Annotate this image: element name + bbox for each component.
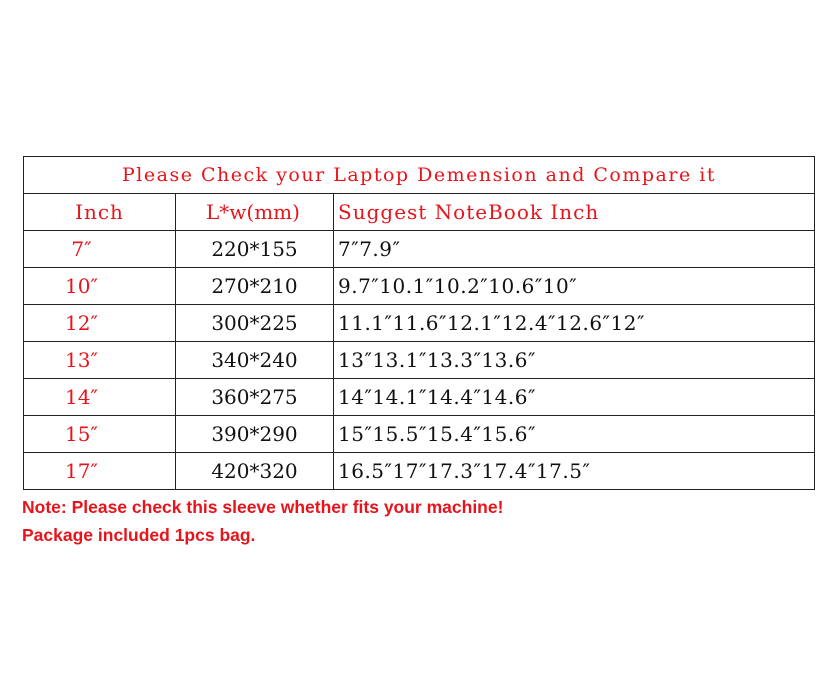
inch-cell: 7″ <box>24 231 176 268</box>
inch-cell: 14″ <box>24 379 176 416</box>
inch-cell: 17″ <box>24 453 176 490</box>
header-suggest: Suggest NoteBook Inch <box>334 194 815 231</box>
fit-note: Note: Please check this sleeve whether fits your machine! <box>22 497 504 517</box>
inch-cell: 13″ <box>24 342 176 379</box>
package-note: Package included 1pcs bag. <box>22 525 256 545</box>
table-title: Please Check your Laptop Demension and Compare it <box>24 157 815 194</box>
suggest-cell: 16.5″17″17.3″17.4″17.5″ <box>334 453 815 490</box>
suggest-cell: 15″15.5″15.4″15.6″ <box>334 416 815 453</box>
dimension-cell: 420*320 <box>176 453 334 490</box>
inch-cell: 12″ <box>24 305 176 342</box>
suggest-cell: 14″14.1″14.4″14.6″ <box>334 379 815 416</box>
dimension-cell: 300*225 <box>176 305 334 342</box>
header-inch: Inch <box>24 194 176 231</box>
table-row <box>24 453 815 490</box>
table-row <box>24 305 815 342</box>
notes-block <box>22 493 503 549</box>
header-row <box>24 194 815 231</box>
inch-cell: 10″ <box>24 268 176 305</box>
dimension-cell: 390*290 <box>176 416 334 453</box>
suggest-cell: 9.7″10.1″10.2″10.6″10″ <box>334 268 815 305</box>
suggest-cell: 11.1″11.6″12.1″12.4″12.6″12″ <box>334 305 815 342</box>
dimension-cell: 340*240 <box>176 342 334 379</box>
table-row <box>24 342 815 379</box>
suggest-cell: 13″13.1″13.3″13.6″ <box>334 342 815 379</box>
title-row <box>24 157 815 194</box>
header-dimension: L*w(mm) <box>176 194 334 231</box>
table-row <box>24 416 815 453</box>
dimension-cell: 360*275 <box>176 379 334 416</box>
table-row <box>24 268 815 305</box>
inch-cell: 15″ <box>24 416 176 453</box>
size-chart-table <box>23 156 815 490</box>
dimension-cell: 270*210 <box>176 268 334 305</box>
table-row <box>24 379 815 416</box>
table-row <box>24 231 815 268</box>
suggest-cell: 7″7.9″ <box>334 231 815 268</box>
dimension-cell: 220*155 <box>176 231 334 268</box>
